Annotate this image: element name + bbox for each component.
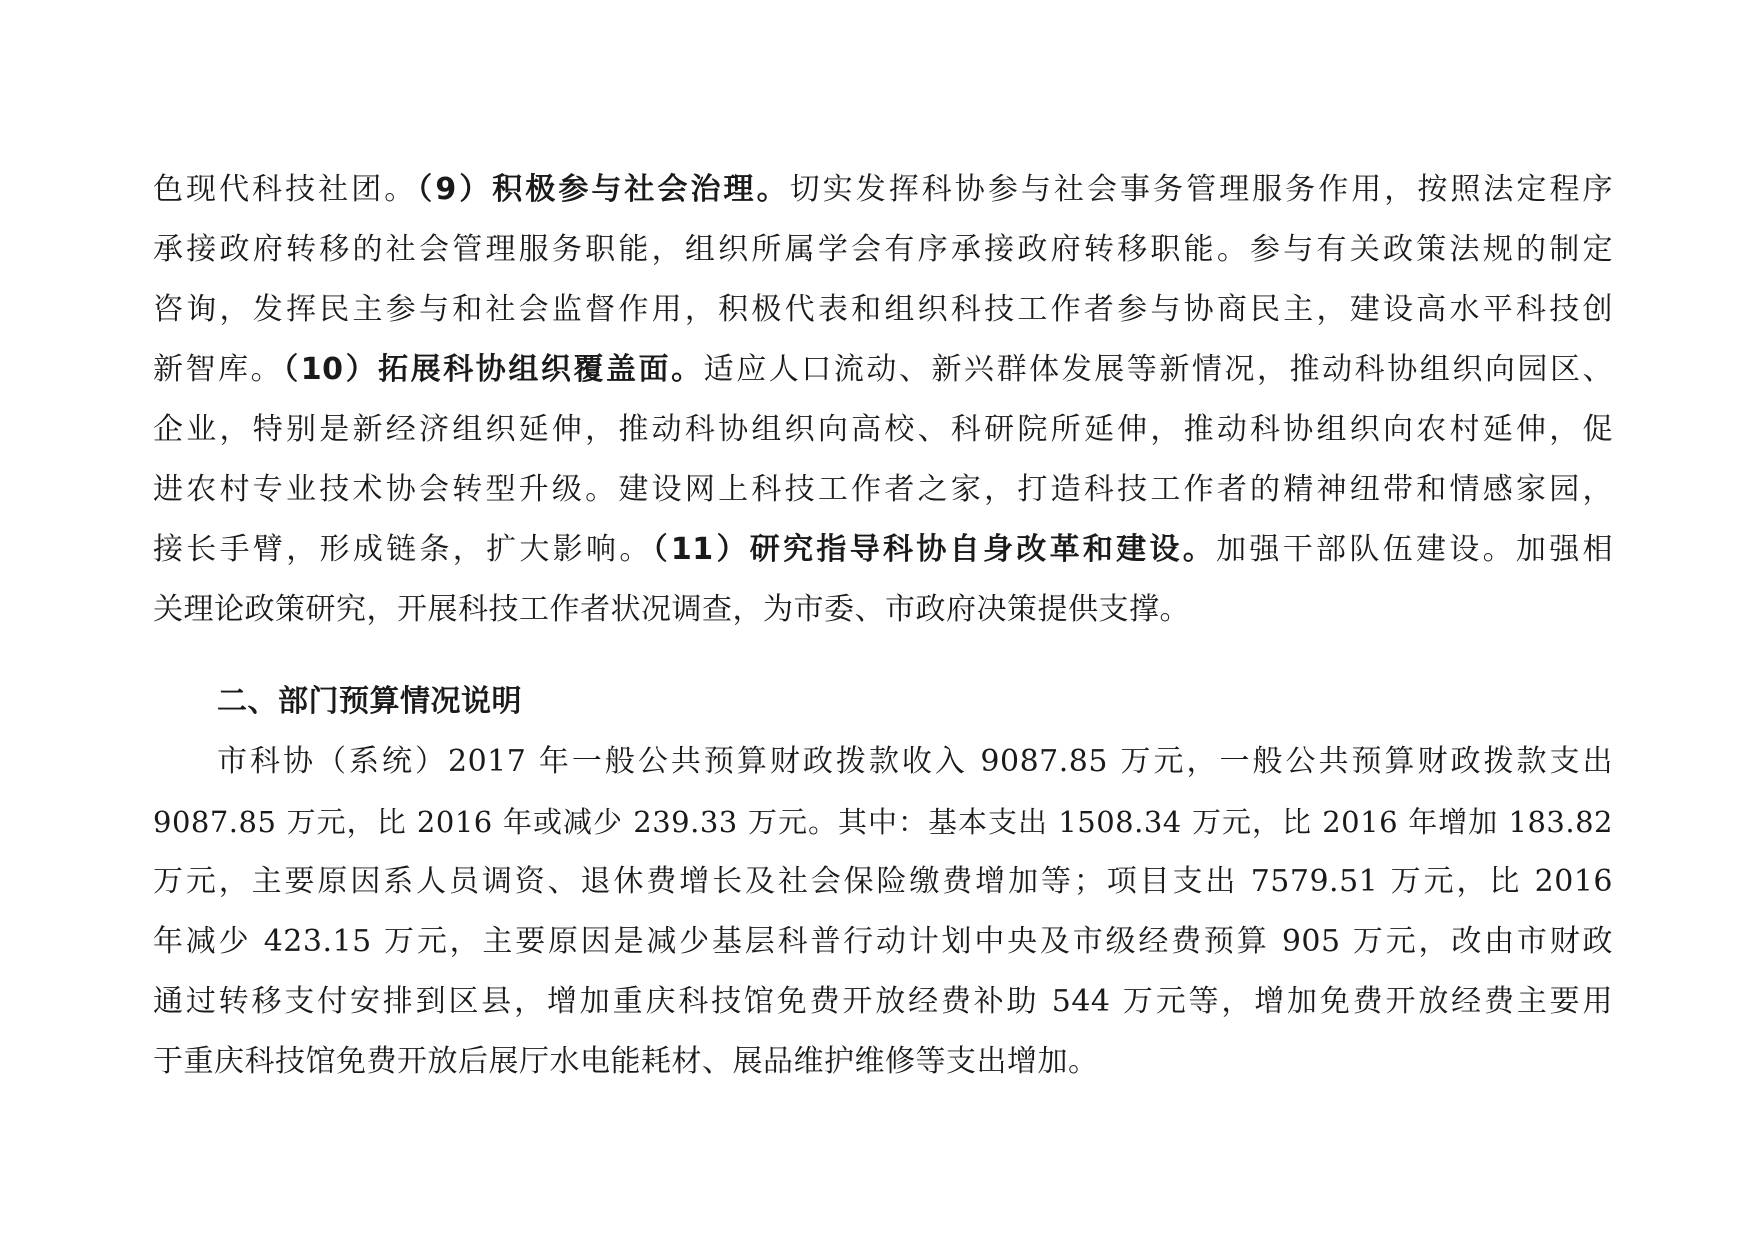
bold-subheading: （9）积极参与社会治理。 [417, 172, 790, 207]
paragraph-line [153, 340, 1613, 400]
paragraph-line: 通过转移支付安排到区县，增加重庆科技馆免费开放经费补助 544 万元等，增加免费开放经费主要用 [153, 984, 1613, 1019]
paragraph-line [153, 220, 1613, 280]
text-run: 加强干部队伍建设。加强相 [1216, 532, 1614, 567]
section-heading: 二、部门预算情况说明 [217, 684, 522, 719]
paragraph-line [153, 520, 1613, 580]
text-run: 新智库。 [153, 352, 284, 387]
paragraph-line: 年减少 423.15 万元，主要原因是减少基层科普行动计划中央及市级经费预算 905 万元，改由市财政 [153, 924, 1613, 959]
paragraph-line [153, 460, 1613, 520]
paragraph-organization-tasks [153, 160, 1613, 640]
text-run: 关理论政策研究，开展科技工作者状况调查，为市委、市政府决策提供支撑。 [153, 592, 1190, 627]
paragraph-budget-explanation [153, 732, 1613, 1092]
paragraph-line [153, 400, 1613, 460]
paragraph-line: 市科协（系统）2017 年一般公共预算财政拨款收入 9087.85 万元，一般公共预算财政拨款支出 [217, 744, 1613, 779]
text-run: 承接政府转移的社会管理服务职能，组织所属学会有序承接政府转移职能。参与有关政策法规的制定 [153, 232, 1613, 267]
text-run: 色现代科技社团。 [153, 172, 418, 207]
text-run: 切实发挥科协参与社会事务管理服务作用，按照法定程序 [789, 172, 1614, 207]
paragraph-line [153, 280, 1613, 340]
text-run: 咨询，发挥民主参与和社会监督作用，积极代表和组织科技工作者参与协商民主，建设高水平科技创 [153, 292, 1613, 327]
section-heading-container [153, 672, 1613, 732]
text-run: 适应人口流动、新兴群体发展等新情况，推动科协组织向园区、 [703, 352, 1614, 387]
text-run: 接长手臂，形成链条，扩大影响。 [153, 532, 653, 567]
bold-subheading: （10）拓展科协组织覆盖面。 [283, 352, 704, 387]
paragraph-line: 于重庆科技馆免费开放后展厅水电能耗材、展品维护维修等支出增加。 [153, 1044, 1099, 1079]
paragraph-line [153, 160, 1613, 220]
paragraph-line: 万元，主要原因系人员调资、退休费增长及社会保险缴费增加等；项目支出 7579.51 万元，比 2016 [153, 864, 1613, 899]
paragraph-line [153, 580, 1613, 640]
text-run: 进农村专业技术协会转型升级。建设网上科技工作者之家，打造科技工作者的精神纽带和情感家园， [153, 472, 1613, 507]
paragraph-line: 9087.85 万元，比 2016 年或减少 239.33 万元。其中：基本支出 1508.34 万元，比 2016 年增加 183.82 [153, 805, 1613, 839]
bold-subheading: （11）研究指导科协自身改革和建设。 [652, 532, 1217, 567]
text-run: 企业，特别是新经济组织延伸，推动科协组织向高校、科研院所延伸，推动科协组织向农村延伸，促 [153, 412, 1613, 447]
